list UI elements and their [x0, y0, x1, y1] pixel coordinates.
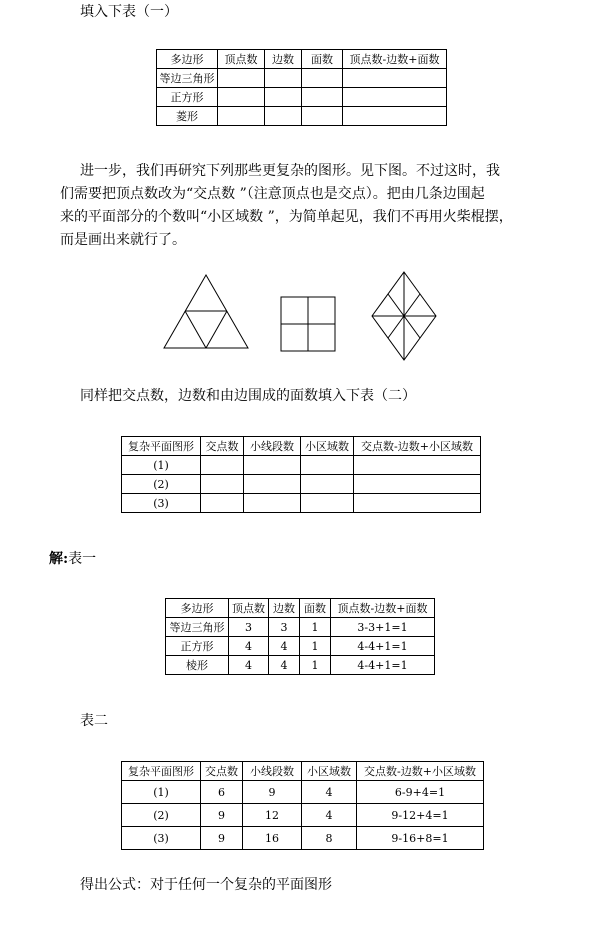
table-header-row: [157, 50, 447, 69]
table-cell: (1): [122, 456, 201, 475]
table-row: [157, 69, 447, 88]
table-two-filled: [121, 761, 484, 850]
table-cell: 4: [269, 637, 300, 656]
table-row: [157, 107, 447, 126]
table-cell: 4-4+1=1: [331, 637, 435, 656]
figure-triangle: [164, 275, 248, 348]
table-cell: [265, 107, 302, 126]
table-header-cell: 小区域数: [301, 437, 354, 456]
table-cell: [343, 88, 447, 107]
table-header-cell: 顶点数-边数+面数: [343, 50, 447, 69]
table-cell: (2): [122, 804, 201, 827]
table-cell: [201, 475, 244, 494]
table-one-empty: [156, 49, 447, 126]
table-row: [122, 494, 481, 513]
table-cell: [354, 494, 481, 513]
table-cell: [265, 69, 302, 88]
table-header-cell: 边数: [269, 599, 300, 618]
table-cell: [218, 88, 265, 107]
table-cell: [302, 88, 343, 107]
table-header-cell: 复杂平面图形: [122, 762, 201, 781]
table-cell: [302, 107, 343, 126]
table-row: [122, 827, 484, 850]
table-cell: 16: [243, 827, 302, 850]
heading-table-two: 同样把交点数，边数和由边围成的面数填入下表（二）: [80, 388, 416, 404]
table-cell: 等边三角形: [157, 69, 218, 88]
table-header-cell: 小线段数: [244, 437, 301, 456]
figure-square-grid: [281, 297, 335, 351]
table-row: [166, 637, 435, 656]
solution-label: 解: [49, 551, 63, 567]
table-cell: 4: [229, 656, 269, 675]
table-cell: 4: [302, 804, 357, 827]
table-cell: 棱形: [166, 656, 229, 675]
table-cell: 正方形: [166, 637, 229, 656]
table-header-cell: 多边形: [157, 50, 218, 69]
table-header-cell: 复杂平面图形: [122, 437, 201, 456]
table-cell: 3-3+1=1: [331, 618, 435, 637]
table-cell: 9: [243, 781, 302, 804]
table-cell: [218, 69, 265, 88]
table-cell: 4: [302, 781, 357, 804]
table-header-cell: 小区域数: [302, 762, 357, 781]
table-cell: [354, 456, 481, 475]
table-header-row: [122, 762, 484, 781]
table-cell: [343, 69, 447, 88]
table-cell: 4-4+1=1: [331, 656, 435, 675]
figure-rhombus: [372, 272, 436, 360]
paragraph-line: 而是画出来就行了。: [60, 232, 186, 248]
table-header-cell: 交点数: [201, 437, 244, 456]
table-header-cell: 交点数: [201, 762, 243, 781]
figures-diagram: [0, 260, 596, 370]
table-cell: (3): [122, 494, 201, 513]
table-header-cell: 面数: [300, 599, 331, 618]
table-cell: 12: [243, 804, 302, 827]
table-two-empty: [121, 436, 481, 513]
table-cell: 3: [229, 618, 269, 637]
table-header-cell: 顶点数-边数+面数: [331, 599, 435, 618]
table-header-cell: 边数: [265, 50, 302, 69]
table-row: [166, 618, 435, 637]
table-cell: (2): [122, 475, 201, 494]
table-row: [122, 475, 481, 494]
table-cell: 6: [201, 781, 243, 804]
table-cell: [265, 88, 302, 107]
table-cell: 6-9+4=1: [357, 781, 484, 804]
table-header-cell: 交点数-边数+小区域数: [357, 762, 484, 781]
table-row: [157, 88, 447, 107]
table-cell: 1: [300, 656, 331, 675]
table-cell: 8: [302, 827, 357, 850]
table-cell: 1: [300, 637, 331, 656]
table-cell: 9-16+8=1: [357, 827, 484, 850]
table-header-cell: 小线段数: [243, 762, 302, 781]
table-cell: 9: [201, 827, 243, 850]
table-cell: [244, 494, 301, 513]
paragraph-line: 们需要把顶点数改为“交点数 ”（注意顶点也是交点）。把由几条边围起: [60, 186, 485, 202]
table-header-cell: 顶点数: [229, 599, 269, 618]
table-header-row: [166, 599, 435, 618]
table-row: [122, 804, 484, 827]
table-cell: [201, 494, 244, 513]
paragraph: [60, 160, 580, 252]
table-one-filled: [165, 598, 435, 675]
table-header-cell: 多边形: [166, 599, 229, 618]
conclusion: 得出公式：对于任何一个复杂的平面图形: [80, 877, 332, 893]
table-header-cell: 顶点数: [218, 50, 265, 69]
paragraph-line: 来的平面部分的个数叫“小区域数 ”，为简单起见，我们不再用火柴棍摆，: [60, 209, 513, 225]
table-cell: [301, 494, 354, 513]
table-cell: (1): [122, 781, 201, 804]
table-cell: 正方形: [157, 88, 218, 107]
table-cell: (3): [122, 827, 201, 850]
table-cell: [244, 475, 301, 494]
table-cell: [218, 107, 265, 126]
table-cell: [302, 69, 343, 88]
table-cell: 4: [269, 656, 300, 675]
table-cell: [244, 456, 301, 475]
table-cell: 9: [201, 804, 243, 827]
solution-text: 表一: [68, 551, 97, 567]
heading-table-two-answer: 表二: [80, 713, 108, 729]
heading-table-one: 填入下表（一）: [80, 4, 178, 20]
table-cell: 4: [229, 637, 269, 656]
solution-heading: [49, 549, 96, 569]
table-header-cell: 交点数-边数+小区域数: [354, 437, 481, 456]
paragraph-line: 进一步，我们再研究下列那些更复杂的图形。见下图。不过这时，我: [80, 163, 500, 179]
solution-colon: :: [63, 551, 69, 567]
table-cell: 3: [269, 618, 300, 637]
table-cell: [301, 475, 354, 494]
table-cell: 9-12+4=1: [357, 804, 484, 827]
table-cell: [201, 456, 244, 475]
table-cell: 菱形: [157, 107, 218, 126]
table-cell: [354, 475, 481, 494]
table-cell: [343, 107, 447, 126]
table-row: [122, 456, 481, 475]
table-row: [166, 656, 435, 675]
table-cell: 等边三角形: [166, 618, 229, 637]
table-header-row: [122, 437, 481, 456]
table-header-cell: 面数: [302, 50, 343, 69]
table-cell: [301, 456, 354, 475]
table-row: [122, 781, 484, 804]
table-cell: 1: [300, 618, 331, 637]
